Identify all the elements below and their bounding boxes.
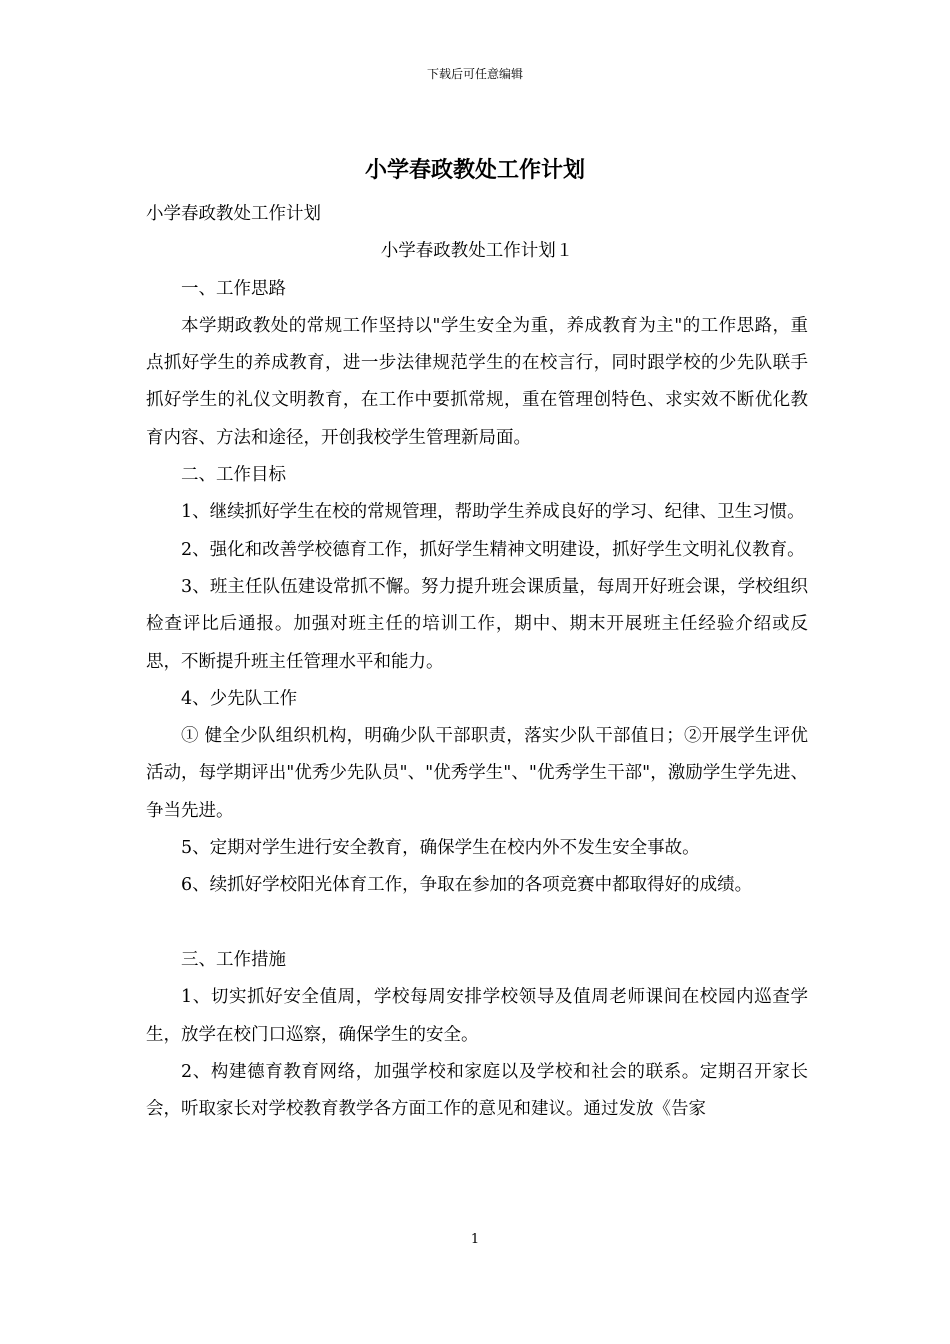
document-title: 小学春政教处工作计划 — [364, 157, 585, 183]
paragraph: 小学春政教处工作计划１ — [380, 241, 574, 262]
paragraph: 5、定期对学生进行安全教育，确保学生在校内外不发生安全事故。 — [181, 838, 700, 859]
paragraph: 本学期政教处的常规工作坚持以"学生安全为重，养成教育为主"的工作思路，重点抓好学生的养成教育，进一步法律规范学生的在校言行，同时跟学校的少先队联手抓好学生的礼仪文明教育，在工作中要抓常规，重在管理创特色、求实效不断优化教育内容、方法和途径，开创我校学生管理新局面。 — [146, 315, 808, 448]
paragraph: 2、构建德育教育网络，加强学校和家庭以及学校和社会的联系。定期召开家长会，听取家长对学校教育教学各方面工作的意见和建议。通过发放《告家 — [146, 1061, 808, 1120]
paragraph: 一、工作思路 — [181, 278, 286, 299]
paragraph: 4、少先队工作 — [181, 688, 298, 709]
paragraph: 1、切实抓好安全值周，学校每周安排学校领导及值周老师课间在校园内巡查学生，放学在校门口巡察，确保学生的安全。 — [146, 987, 808, 1045]
paragraph: ① 健全少队组织机构，明确少队干部职责，落实少队干部值日；②开展学生评优活动，每学期评出"优秀少先队员"、"优秀学生"、"优秀学生干部"，激励学生学先进、争当先进。 — [146, 726, 808, 821]
paragraph: 1、继续抓好学生在校的常规管理，帮助学生养成良好的学习、纪律、卫生习惯。 — [181, 502, 805, 523]
page-number: 1 — [470, 1232, 480, 1247]
paragraph: 三、工作措施 — [181, 949, 286, 970]
paragraph: 3、班主任队伍建设常抓不懈。努力提升班会课质量，每周开好班会课，学校组织检查评比后通报。加强对班主任的培训工作，期中、期末开展班主任经验介绍或反思，不断提升班主任管理水平和能力。 — [146, 576, 808, 672]
document-body — [146, 196, 808, 1128]
paragraph: 6、续抓好学校阳光体育工作，争取在参加的各项竞赛中都取得好的成绩。 — [181, 875, 753, 896]
page-header-note: 下载后可任意编辑 — [426, 67, 523, 81]
paragraph: 二、工作目标 — [181, 465, 286, 486]
blank-line — [146, 905, 808, 942]
paragraph: 小学春政教处工作计划 — [146, 204, 321, 224]
paragraph: 2、强化和改善学校德育工作，抓好学生精神文明建设，抓好学生文明礼仪教育。 — [181, 539, 805, 560]
